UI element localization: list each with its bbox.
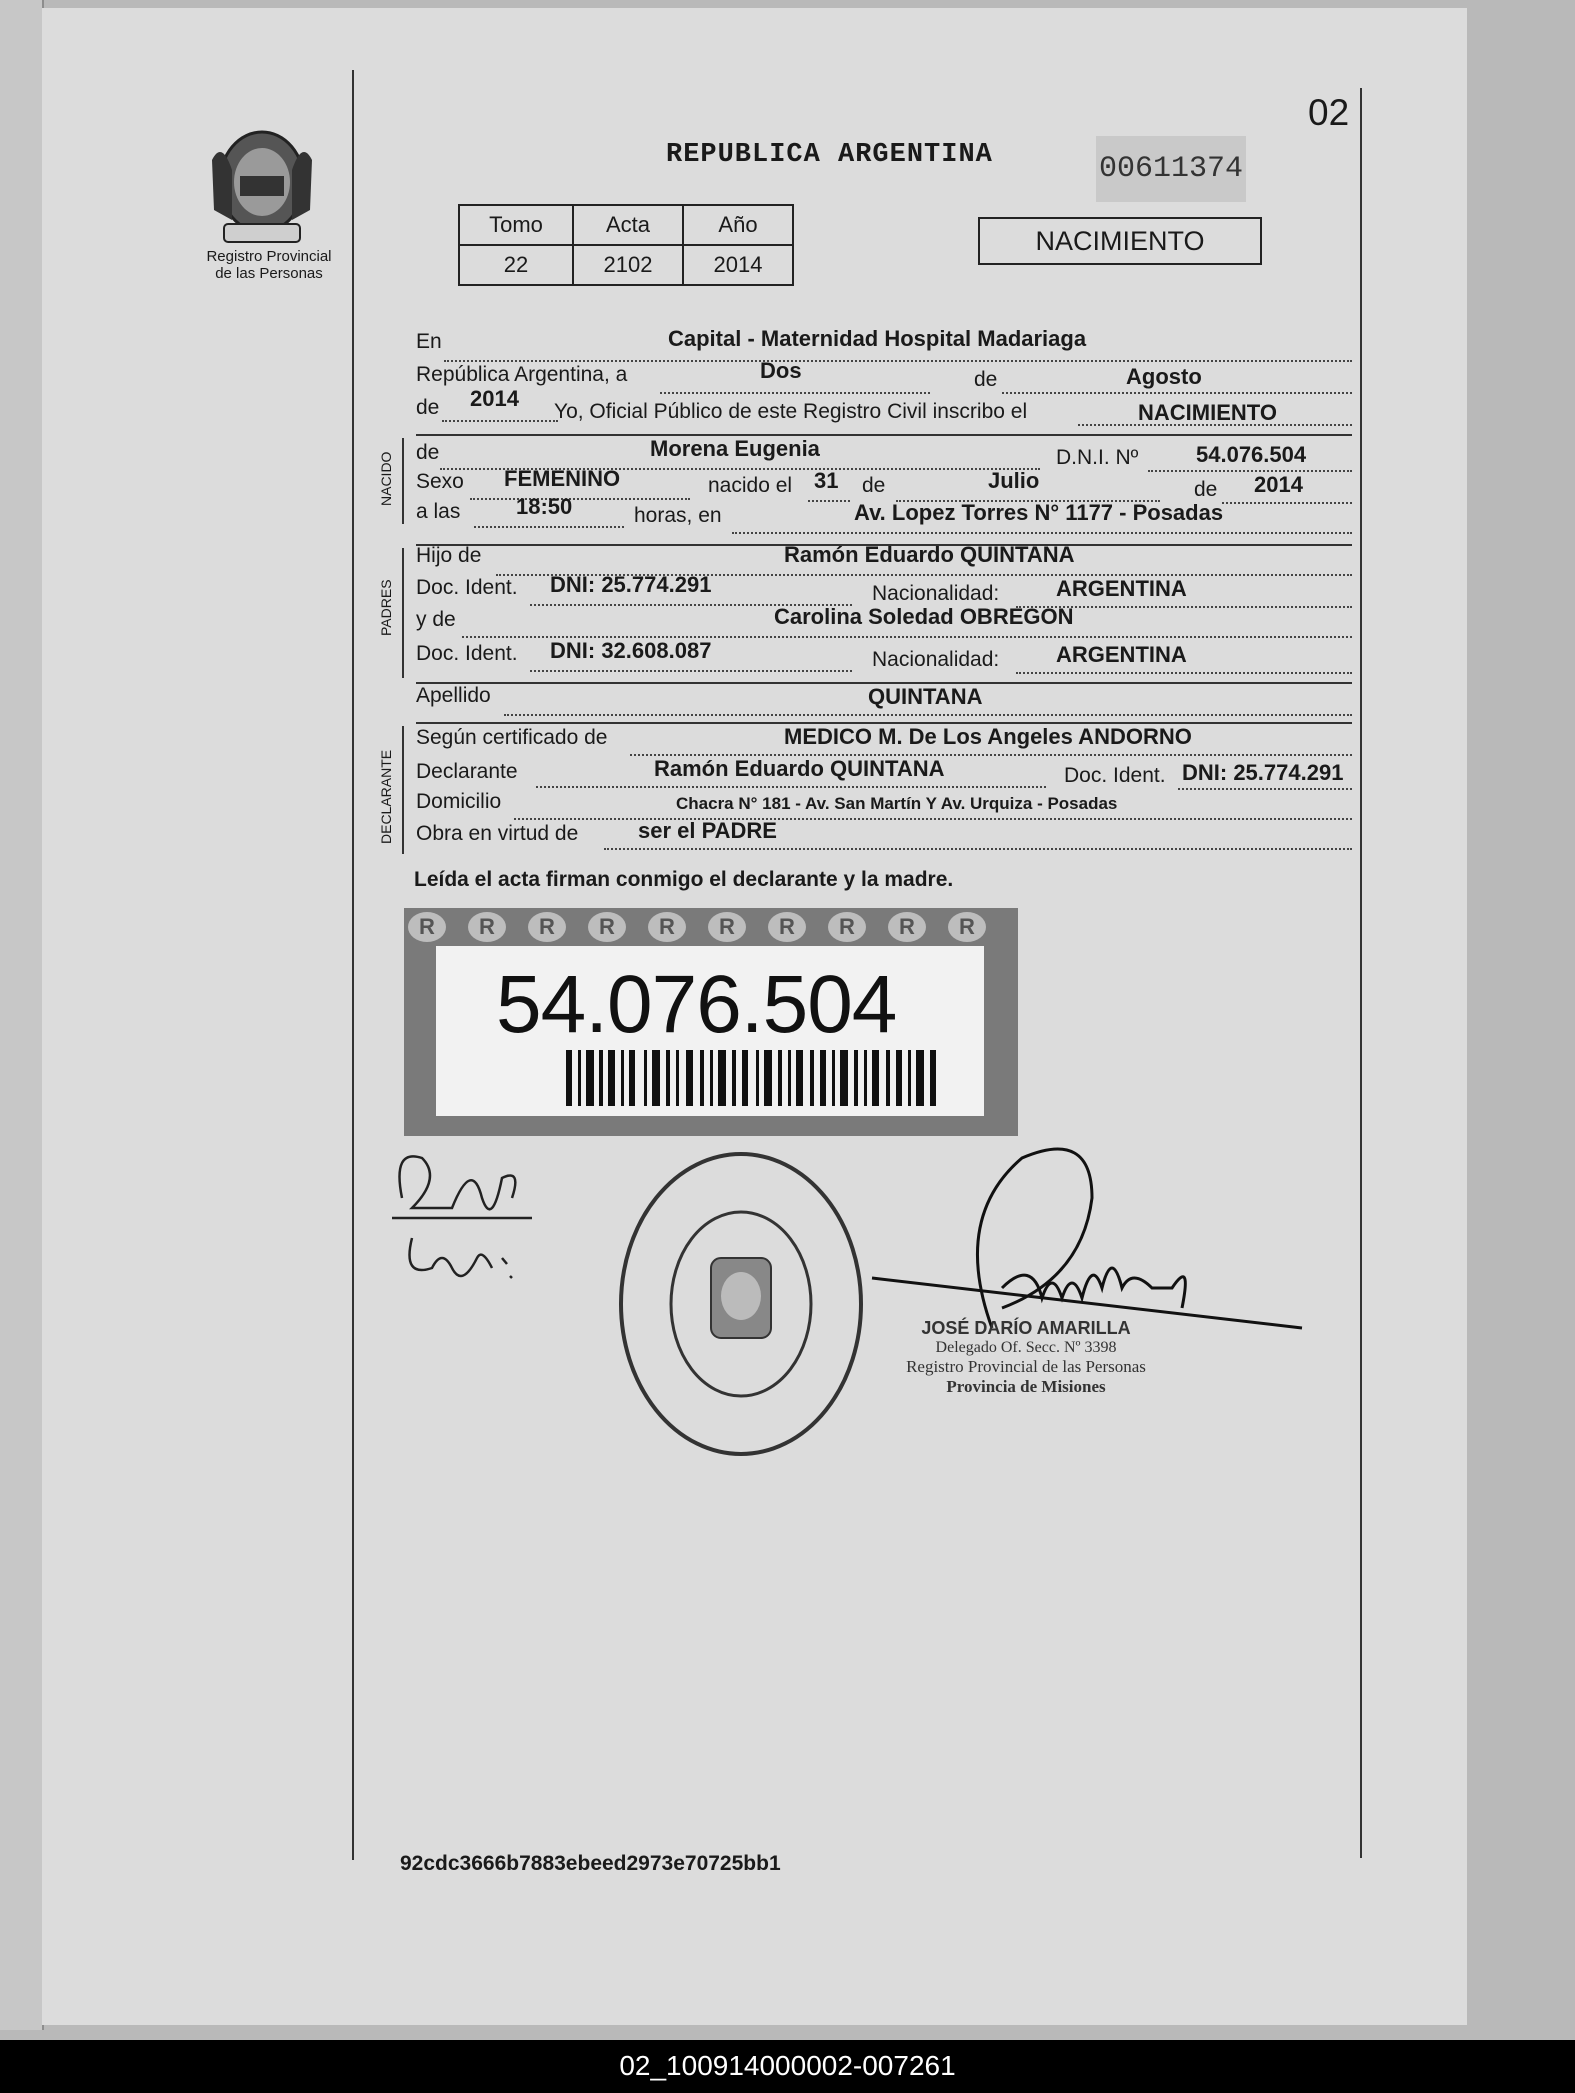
dni-label: D.N.I. Nº: [1056, 446, 1139, 469]
left-margin-line: [352, 70, 354, 1860]
official-text: Yo, Oficial Público de este Registro Civil inscribo el: [554, 400, 1028, 423]
nat-label-father: Nacionalidad:: [872, 582, 1000, 605]
official-block: [876, 1318, 1176, 1397]
decl-label: Declarante: [416, 760, 518, 783]
hijo-label: Hijo de: [416, 544, 482, 567]
registry-label: [184, 248, 354, 282]
footer-bar: [0, 2040, 1575, 2093]
address-dots: [732, 532, 1352, 534]
apellido-value: QUINTANA: [868, 684, 983, 709]
r-mark-icon: R: [408, 912, 446, 942]
r-mark-icon: R: [768, 912, 806, 942]
y-de-label: y de: [416, 608, 456, 631]
province-emblem: [202, 120, 322, 250]
r-mark-icon: R: [888, 912, 926, 942]
cert-value: MEDICO M. De Los Angeles ANDORNO: [784, 724, 1192, 749]
father-doc: DNI: 25.774.291: [550, 572, 712, 597]
acta-value: 2102: [573, 245, 683, 285]
mother-nationality: ARGENTINA: [1056, 642, 1187, 667]
nacido-label: NACIDO: [378, 451, 394, 506]
dom-label: Domicilio: [416, 790, 502, 813]
official-seal: [616, 1148, 866, 1460]
nacido-de-label2: de: [862, 474, 886, 497]
r-mark-icon: R: [948, 912, 986, 942]
registry-label-line2: de las Personas: [215, 265, 323, 282]
father-name: Ramón Eduardo QUINTANA: [784, 542, 1075, 567]
decl-dots: [536, 786, 1046, 788]
sexo-label: Sexo: [416, 470, 464, 493]
republic-label: República Argentina, a: [416, 363, 628, 386]
padres-bar: [402, 548, 404, 678]
record-type-box: NACIMIENTO: [978, 217, 1262, 265]
official-role: Delegado Of. Secc. Nº 3398: [935, 1339, 1117, 1356]
r-mark-icon: R: [648, 912, 686, 942]
declarante-bar: [402, 726, 404, 854]
declarant-doc: DNI: 25.774.291: [1182, 760, 1344, 785]
anio-value: 2014: [683, 245, 793, 285]
official-name: JOSÉ DARÍO AMARILLA: [921, 1318, 1131, 1338]
decl-doc-label: Doc. Ident.: [1064, 764, 1166, 787]
r-mark-icon: R: [528, 912, 566, 942]
child-name: Morena Eugenia: [650, 436, 820, 461]
stamp-inner-panel: [436, 946, 984, 1116]
dni-stamp: [404, 908, 1018, 1136]
father-nationality: ARGENTINA: [1056, 576, 1187, 601]
anio-header: Año: [683, 205, 793, 245]
nacido-el-label: nacido el: [708, 474, 793, 497]
mother-name: Carolina Soledad OBREGON: [774, 604, 1074, 629]
day-dots: [660, 392, 930, 394]
en-label: En: [416, 330, 442, 353]
r-mark-icon: R: [468, 912, 506, 942]
dni-dots: [1148, 470, 1352, 472]
obra-dots: [604, 848, 1352, 850]
r-mark-icon: R: [828, 912, 866, 942]
acta-header: Acta: [573, 205, 683, 245]
tomo-header: Tomo: [459, 205, 573, 245]
cert-label: Según certificado de: [416, 726, 608, 749]
page-number: 02: [1308, 92, 1350, 133]
act-value: NACIMIENTO: [1138, 400, 1277, 425]
birthday-dots: [808, 500, 850, 502]
official-province: Provincia de Misiones: [946, 1377, 1106, 1396]
de-label: de: [974, 368, 998, 391]
de-label-year: de: [416, 396, 440, 419]
month-value: Agosto: [1126, 364, 1202, 389]
obra-value: ser el PADRE: [638, 818, 777, 843]
birth-year: 2014: [1254, 472, 1303, 497]
registry-label-line1: Registro Provincial: [206, 248, 332, 265]
domicilio-value: Chacra N° 181 - Av. San Martín Y Av. Urquiza - Posadas: [676, 794, 1118, 813]
adjacent-page-edge: [0, 0, 44, 2030]
declarante-label: DECLARANTE: [378, 749, 394, 844]
padres-label: PADRES: [378, 579, 394, 636]
footer-id: 02_100914000002-007261: [619, 2050, 956, 2081]
sexo-dots: [470, 498, 690, 500]
right-margin-line: [1360, 88, 1362, 1858]
declarant-name: Ramón Eduardo QUINTANA: [654, 756, 945, 781]
decl-doc-dots: [1178, 788, 1352, 790]
r-mark-icon: R: [588, 912, 626, 942]
separator-1: [416, 434, 1352, 436]
r-mark-icon: R: [708, 912, 746, 942]
sexo-value: FEMENINO: [504, 466, 621, 491]
birth-time: 18:50: [516, 494, 573, 519]
volume-table: [458, 204, 794, 286]
apellido-label: Apellido: [416, 684, 491, 707]
time-dots: [474, 526, 624, 528]
horas-label: horas, en: [634, 504, 722, 527]
a-las-label: a las: [416, 500, 461, 523]
mother-doc-dots: [530, 670, 852, 672]
year-dots: [442, 420, 558, 422]
tomo-value: 22: [459, 245, 573, 285]
handwritten-initials: [382, 1138, 562, 1318]
doc-label-father: Doc. Ident.: [416, 576, 518, 599]
mother-doc: DNI: 32.608.087: [550, 638, 712, 663]
official-office: Registro Provincial de las Personas: [906, 1357, 1146, 1376]
nacido-de-label3: de: [1194, 478, 1218, 501]
closing-statement: Leída el acta firman conmigo el declarante y la madre.: [414, 868, 954, 891]
birth-day: 31: [814, 468, 839, 493]
month-dots: [1002, 392, 1352, 394]
barcode: [566, 1050, 936, 1106]
nacido-de-label: de: [416, 441, 440, 464]
nacido-bar: [402, 438, 404, 524]
birth-month: Julio: [988, 468, 1040, 493]
document-hash: 92cdc3666b7883ebeed2973e70725bb1: [400, 1852, 781, 1875]
document-page: [42, 8, 1467, 2025]
day-value: Dos: [760, 358, 802, 383]
stamp-dni-number: 54.076.504: [496, 959, 897, 1050]
place-value: Capital - Maternidad Hospital Madariaga: [668, 326, 1087, 351]
doc-label-mother: Doc. Ident.: [416, 642, 518, 665]
year-value: 2014: [470, 386, 519, 411]
birthyear-dots: [1222, 502, 1352, 504]
child-dni: 54.076.504: [1196, 442, 1307, 467]
mother-nat-dots: [1016, 672, 1352, 674]
place-dots: [444, 360, 1352, 362]
document-title: REPUBLICA ARGENTINA: [666, 140, 993, 170]
apellido-dots: [504, 714, 1352, 716]
serial-number: 00611374: [1096, 136, 1246, 202]
nat-label-mother: Nacionalidad:: [872, 648, 1000, 671]
obra-label: Obra en virtud de: [416, 822, 579, 845]
birth-address: Av. Lopez Torres N° 1177 - Posadas: [854, 500, 1224, 525]
